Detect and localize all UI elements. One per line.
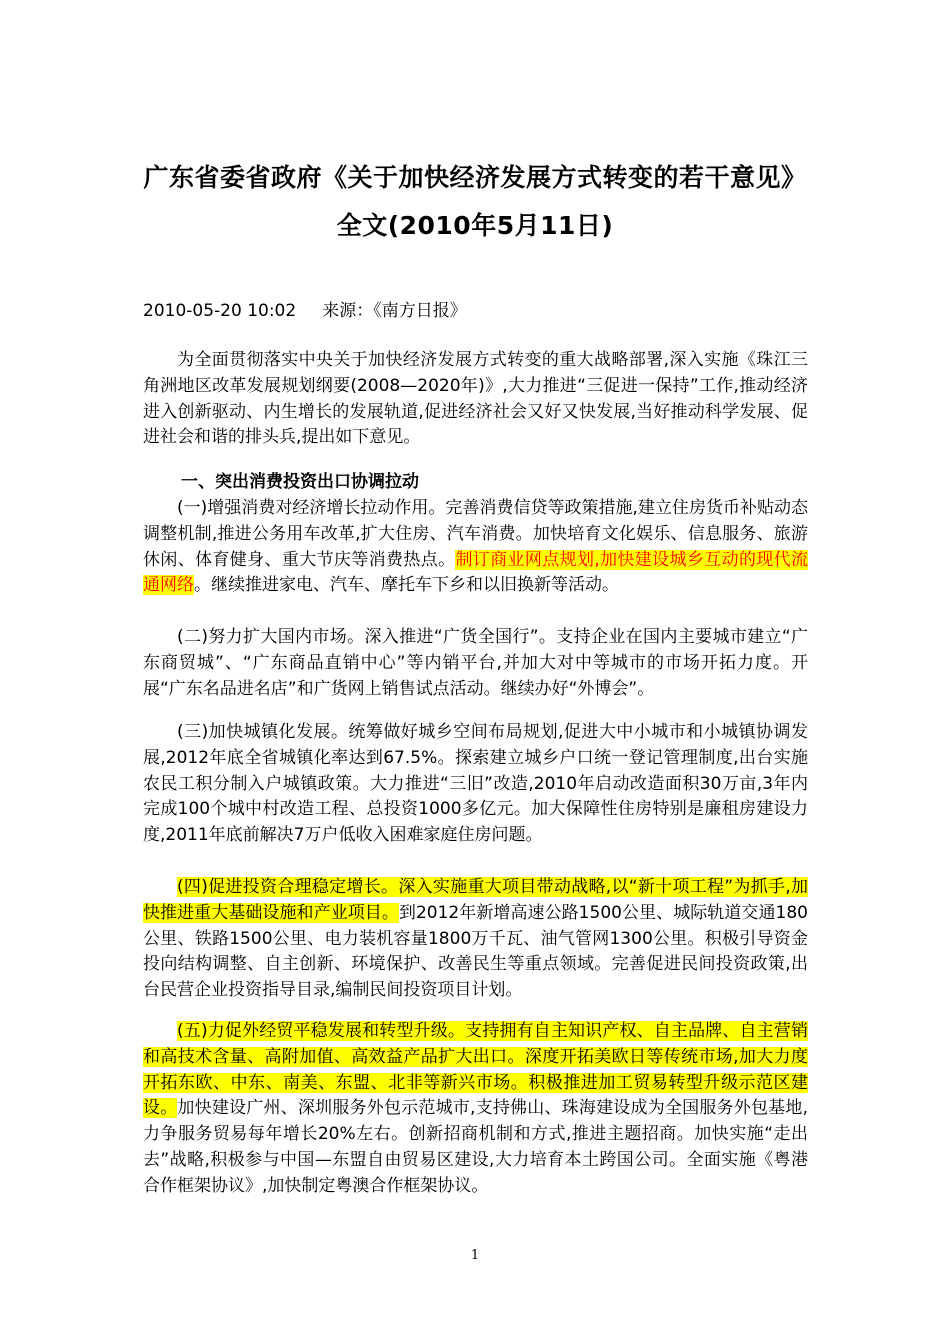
paragraph-5-text: 加快建设广州、深圳服务外包示范城市,支持佛山、珠海建设成为全国服务外包基地,力争服务贸易每年增长20%左右。创新招商机制和方式,推进主题招商。加快实施“走出去”战略,积极参与中国—东盟自由贸易区建设,大力培育本土跨国公司。全面实施《粤港合作框架协议》,加快制定粤澳合作框架协议。 (143, 1098, 808, 1196)
intro-paragraph: 为全面贯彻落实中央关于加快经济发展方式转变的重大战略部署,深入实施《珠江三角洲地区改革发展规划纲要(2008—2020年)》,大力推进“三促进一保持”工作,推动经济进入创新驱动、内生增长的发展轨道,促进经济社会又好又快发展,当好推动科学发展、促进社会和谐的排头兵,提出如下意见。 (143, 350, 808, 448)
paragraph-5 (143, 1019, 808, 1200)
publish-datetime: 2010-05-20 10:02 (143, 301, 297, 321)
paragraph-1-text-end: 。继续推进家电、汽车、摩托车下乡和以旧换新等活动。 (194, 575, 619, 596)
paragraph-1 (143, 496, 808, 599)
paragraph-4 (143, 875, 808, 1004)
paragraph-3: (三)加快城镇化发展。统筹做好城乡空间布局规划,促进大中小城市和小城镇协调发展,2012年底全省城镇化率达到67.5%。探索建立城乡户口统一登记管理制度,出台实施农民工积分制入户城镇政策。大力推进“三旧”改造,2010年启动改造面积30万亩,3年内完成100个城中村改造工程、总投资1000多亿元。加大保障性住房特别是廉租房建设力度,2011年底前解决7万户低收入困难家庭住房问题。 (143, 722, 808, 846)
article-meta (143, 299, 467, 323)
paragraph-1-highlight: 制订商业网点规划,加快建设城乡互动的现代流通网络 (143, 549, 809, 596)
paragraph-4-highlight: (四)促进投资合理稳定增长。深入实施重大项目带动战略,以“新十项工程”为抓手,加快推进重大基础设施和产业项目。 (143, 877, 808, 923)
document-title: 广东省委省政府《关于加快经济发展方式转变的若干意见》 (143, 163, 807, 192)
paragraph-4-text: 到2012年新增高速公路1500公里、城际轨道交通180公里、铁路1500公里、电力装机容量1800万千瓦、油气管网1300公里。积极引导资金投向结构调整、自主创新、环境保护、改善民生等重点领域。完善促进民间投资政策,出台民营企业投资指导目录,编制民间投资项目计划。 (143, 902, 808, 1001)
page-number: 1 (470, 1248, 480, 1263)
paragraph-1-text: (一)增强消费对经济增长拉动作用。完善消费信贷等政策措施,建立住房货币补贴动态调整机制,推进公务用车改革,扩大住房、汽车消费。加快培育文化娱乐、信息服务、旅游休闲、体育健身、重大节庆等消费热点。 (143, 498, 808, 570)
paragraph-5-highlight: (五)力促外经贸平稳发展和转型升级。支持拥有自主知识产权、自主品牌、自主营销和高技术含量、高附加值、高效益产品扩大出口。深度开拓美欧日等传统市场,加大力度开拓东欧、中东、南美、东盟、北非等新兴市场。积极推进加工贸易转型升级示范区建设。 (143, 1021, 808, 1119)
document-subtitle: 全文(2010年5月11日) (336, 211, 614, 240)
paragraph-2: (二)努力扩大国内市场。深入推进“广货全国行”。支持企业在国内主要城市建立“广东商贸城”、“广东商品直销中心”等内销平台,并加大对中等城市的市场开拓力度。开展“广东名品进名店”和广货网上销售试点活动。继续办好“外博会”。 (143, 627, 808, 699)
article-source: 来源：《南方日报》 (322, 301, 467, 321)
section-heading: 一、突出消费投资出口协调拉动 (181, 472, 419, 492)
